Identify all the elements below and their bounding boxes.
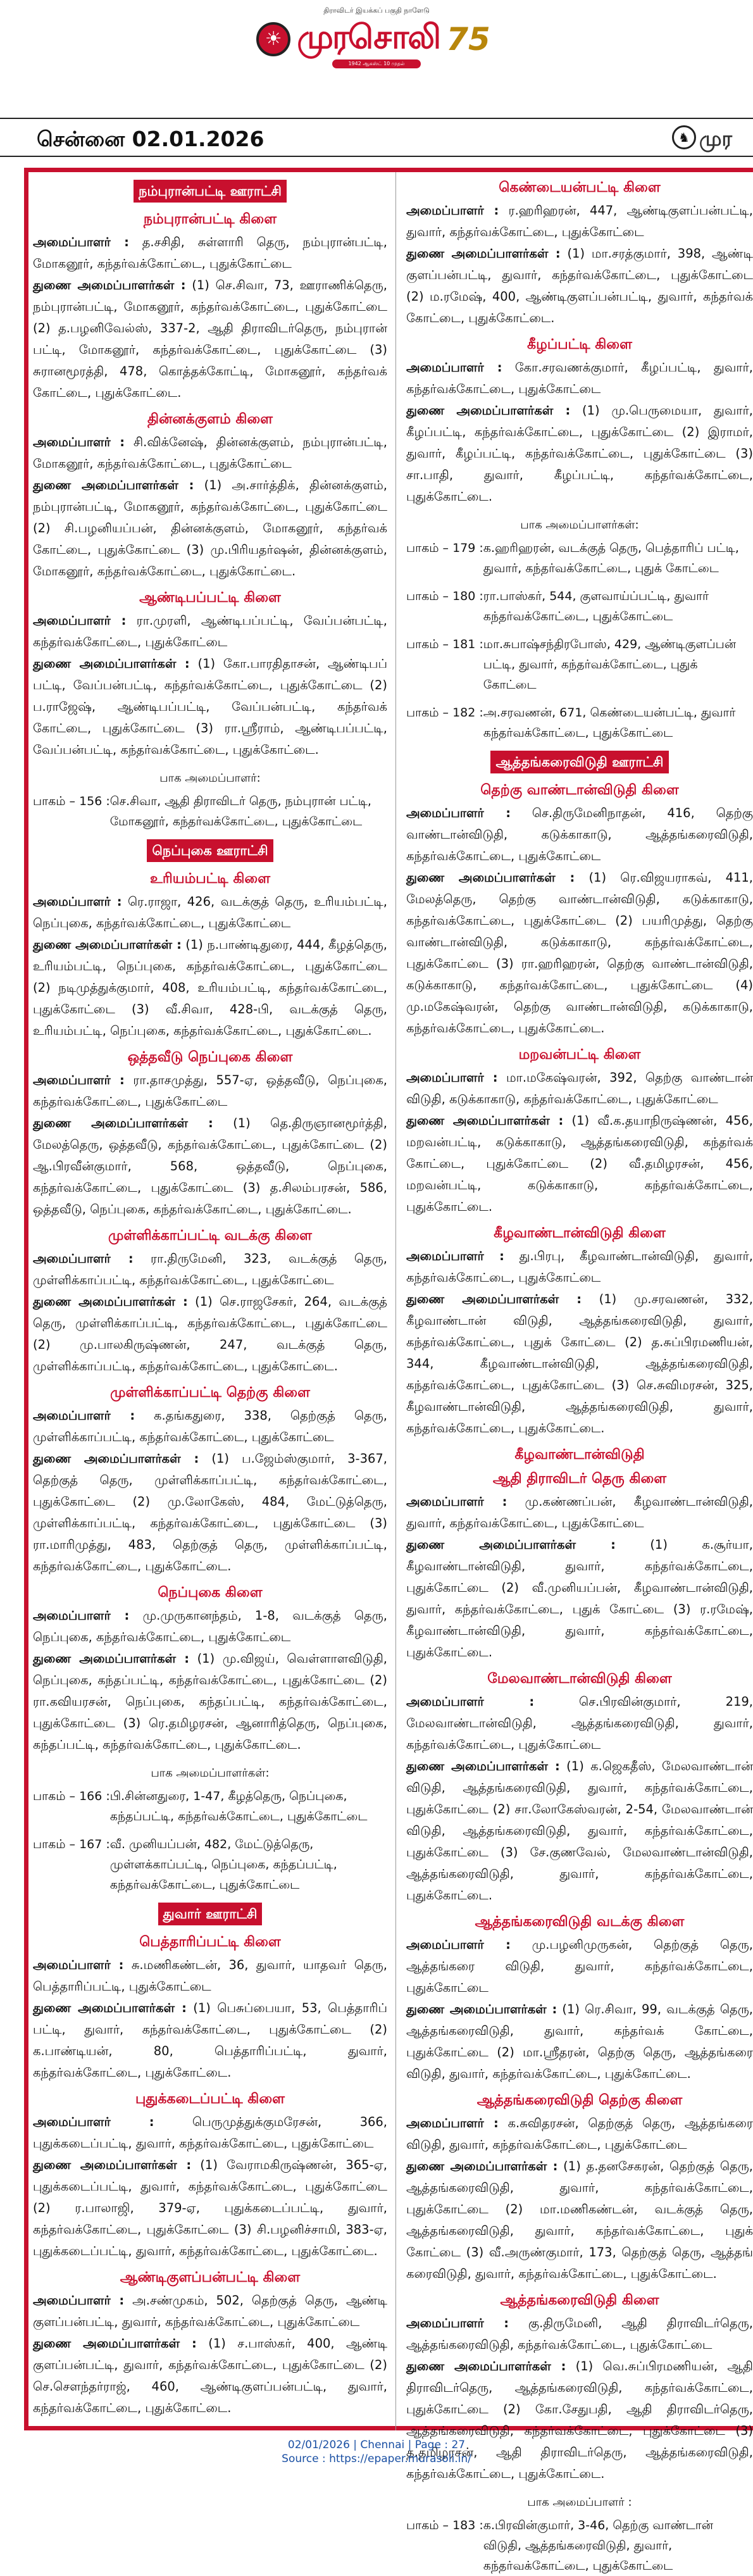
officer-entry xyxy=(406,1289,753,1439)
officer-entry xyxy=(33,1998,387,2084)
branch-section xyxy=(33,586,387,761)
officer-entry xyxy=(33,1648,387,1756)
part-number: பாகம் – 156 : xyxy=(33,794,110,808)
parts-heading: பாக அமைப்பாளர் : xyxy=(527,2496,632,2509)
branch-heading: நெப்புகை கிளை xyxy=(158,1585,263,1601)
officer-entry xyxy=(33,2154,387,2262)
officer-details: (1) மா.சரத்குமார், 398, ஆண்டி குளப்பன்பட்டி, துவார், கந்தர்வக்கோட்டை, புதுக்கோட்டை (2) ம.ரமேஷ், 400, ஆண்டிகுளப்பன்பட்டி, துவார், கந்தர்வக் கோட்டை, புதுக்கோட்டை. xyxy=(406,246,753,325)
part-details: மா.சுபாஷ்சந்திரபோஸ், 429, ஆண்டிகுளப்பன் பட்டி, துவார், கந்தர்வக்கோட்டை, புதுக் கோட்டை xyxy=(483,637,737,692)
officer-details: (1) க.சூர்யா, கீழவாண்டான்விடுதி, துவார், கந்தர்வக்கோட்டை, புதுக்கோட்டை (2) வீ.முனியப்பன், கீழவாண்டான்விடுதி, துவார், கந்தர்வக்கோட்டை, புதுக் கோட்டை (3) ர.ரமேஷ், கீழவாண்டான்விடுதி, துவார், கந்தர்வக்கோட்டை, புதுக்கோட்டை. xyxy=(406,1537,753,1660)
branch-section xyxy=(406,1222,753,1439)
officer-entry xyxy=(33,653,387,761)
officer-role-label: அமைப்பாளர் : xyxy=(33,1958,124,1972)
officer-entry xyxy=(406,2313,753,2356)
officer-entry xyxy=(406,803,753,867)
officer-details: (1) மு.விஜய், வெள்ளாளவிடுதி, நெப்புகை, கந்தப்பட்டி, கந்தர்வக்கோட்டை, புதுக்கோட்டை (2) ரா.கவியரசன், நெப்புகை, கந்தப்பட்டி, கந்தர்வக்கோட்டை, புதுக்கோட்டை (3) ரெ.தமிழரசன், ஆனாரித்தெரு, நெப்புகை, கந்தப்பட்டி, கந்தர்வக்கோட்டை, புதுக்கோட்டை. xyxy=(33,1651,388,1752)
branch-heading: மேலவாண்டான்விடுதி கிளை xyxy=(487,1671,672,1687)
officer-entry xyxy=(33,1448,387,1577)
officer-role-label: துணை அமைப்பாளர்கள் : xyxy=(33,278,186,292)
officer-details: (1) வெ.சுப்பிரமணியன், ஆதி திராவிடர்தெரு, ஆத்தங்கரைவிடுதி, கந்தர்வக்கோட்டை, புதுக்கோட்டை (2) கோ.சேதுபதி, ஆதி திராவிடர்தெரு, ஆத்தங்கரைவிடுதி, கந்தர்வக்கோட்டை, புதுக்கோட்டை (3) த.தமிழரசன், ஆதி திராவிடர்தெரு, ஆத்தங்கரைவிடுதி, கந்தர்வக்கோட்டை, புதுக்கோட்டை. xyxy=(406,2359,753,2481)
officer-entry xyxy=(406,243,753,329)
officer-details: அ.சண்முகம், 502, தெற்குத் தெரு, ஆண்டி குளப்பன்பட்டி, துவார், கந்தர்வக்கோட்டை, புதுக்கோட்டை xyxy=(33,2293,387,2329)
officer-entry xyxy=(406,357,753,400)
officer-details: மு.பழனிமுருகன், தெற்குத் தெரு, ஆத்தங்கரை விடுதி, துவார், கந்தர்வக்கோட்டை, புதுக்கோட்டை xyxy=(406,1937,753,1995)
branch-heading: பெத்தாரிப்பட்டி கிளை xyxy=(139,1934,281,1950)
officer-details: சு.மணிகண்டன், 36, துவார், யாதவர் தெரு, பெத்தாரிப்பட்டி, புதுக்கோட்டை xyxy=(33,1958,387,1994)
part-entry xyxy=(33,791,387,832)
officer-role-label: துணை அமைப்பாளர்கள் : xyxy=(406,246,561,261)
officer-details: க.சுவிதரசன், தெற்குத் தெரு, ஆத்தங்கரை விடுதி, துவார், கந்தர்வக்கோட்டை, புதுக்கோட்டை xyxy=(406,2116,753,2152)
officer-entry xyxy=(406,1756,753,1906)
branch-heading: கீழப்பட்டி கிளை xyxy=(527,337,632,353)
branch-section xyxy=(33,1046,387,1220)
officer-entry xyxy=(406,1934,753,1999)
officer-entry xyxy=(406,1110,753,1218)
part-entry xyxy=(406,634,753,695)
part-entry xyxy=(406,2515,753,2576)
officer-entry xyxy=(33,1291,387,1377)
branch-heading: மறவன்பட்டி கிளை xyxy=(518,1047,641,1063)
officer-details: (1) தெ.திருஞானமூர்த்தி, மேலத்தெரு, ஒத்தவீடு, கந்தர்வக்கோட்டை, புதுக்கோட்டை (2) ஆ.பிரவீன்குமார், 568, ஒத்தவீடு, நெப்புகை, கந்தர்வக்கோட்டை, புதுக்கோட்டை (3) த.சிலம்பரசன், 586, ஒத்தவீடு, நெப்புகை, கந்தர்வக்கோட்டை, புதுக்கோட்டை. xyxy=(33,1116,387,1216)
officer-entry xyxy=(33,934,387,1042)
part-entry xyxy=(406,586,753,627)
branch-section xyxy=(33,1930,387,2084)
branch-heading: ஒத்தவீடு நெப்புகை கிளை xyxy=(127,1049,293,1065)
officer-details: த.சசிதி, சுள்ளாரி தெரு, நம்புரான்பட்டி, மோகனூர், கந்தர்வக்கோட்டை, புதுக்கோட்டை xyxy=(33,235,387,271)
part-details: க.ஹரிஹரன், வடக்குத் தெரு, பெத்தாரிப் பட்டி, துவார், கந்தர்வக்கோட்டை, புதுக் கோட்டை xyxy=(483,541,739,575)
branch-section xyxy=(33,208,387,404)
officer-role-label: துணை அமைப்பாளர்கள் : xyxy=(33,2336,197,2351)
officer-role-label: துணை அமைப்பாளர்கள் : xyxy=(33,2158,192,2172)
branch-heading: முள்ளிக்காப்பட்டி தெற்கு கிளை xyxy=(110,1385,310,1401)
officer-role-label: அமைப்பாளர் : xyxy=(33,1251,134,1266)
panchayat-banner: நெப்புகை ஊராட்சி xyxy=(147,839,273,862)
parts-heading: பாக அமைப்பாளர்கள்: xyxy=(151,1766,270,1780)
part-details: அ.சரவணன், 671, கெண்டையன்பட்டி, துவார் கந்தர்வக்கோட்டை, புதுக்கோட்டை xyxy=(483,706,736,740)
officer-entry xyxy=(406,867,753,1039)
officer-details: ரெ.ராஜா, 426, வடக்குத் தெரு, உரியம்பட்டி, நெப்புகை, கந்தர்வக்கோட்டை, புதுக்கோட்டை xyxy=(33,894,387,930)
rising-sun-icon: ☀ xyxy=(256,22,290,56)
officer-entry xyxy=(33,2111,387,2154)
officer-role-label: அமைப்பாளர் : xyxy=(406,1249,504,1263)
officer-role-label: அமைப்பாளர் : xyxy=(33,613,127,628)
officer-details: (1) செ.ராஜசேகர், 264, வடக்குத் தெரு, முள்ளிக்காப்பட்டி, கந்தர்வக்கோட்டை, புதுக்கோட்டை (2) மு.பாலகிருஷ்ணன், 247, வடக்குத் தெரு, முள்ளிக்காப்பட்டி, கந்தர்வக்கோட்டை, புதுக்கோட்டை. xyxy=(33,1294,387,1373)
officer-details: (1) ப.ஜேம்ஸ்குமார், 3-367, தெற்குத் தெரு, முள்ளிக்காப்பட்டி, கந்தர்வக்கோட்டை, புதுக்கோட்டை (2) மு.லோகேஸ், 484, மேட்டுத்தெரு, முள்ளிக்காப்பட்டி, கந்தர்வக்கோட்டை, புதுக்கோட்டை (3) ரா.மாரிமுத்து, 483, தெற்குத் தெரு, முள்ளிக்காப்பட்டி, கந்தர்வக்கோட்டை, புதுக்கோட்டை. xyxy=(33,1451,387,1573)
part-details: பி.சின்னதுரை, 1-47, கீழத்தெரு, நெப்புகை, கந்தப்பட்டி, கந்தர்வக்கோட்டை, புதுக்கோட்டை xyxy=(109,1789,368,1823)
officer-entry xyxy=(33,2333,387,2419)
officer-details: ர.ஹரிஹரன், 447, ஆண்டிகுளப்பன்பட்டி, துவார், கந்தர்வக்கோட்டை, புதுக்கோட்டை xyxy=(406,203,753,239)
branch-heading: உரியம்பட்டி கிளை xyxy=(149,871,271,887)
officer-entry xyxy=(33,432,387,475)
officer-details: (1) மு.பெருமையா, துவார், கீழப்பட்டி, கந்தர்வக்கோட்டை, புதுக்கோட்டை (2) இராமர், துவார், கீழப்பட்டி, கந்தர்வக்கோட்டை, புதுக்கோட்டை (3) சா.பாதி, துவார், கீழப்பட்டி, கந்தர்வக்கோட்டை, புதுக்கோட்டை. xyxy=(406,403,753,504)
part-number: பாகம் – 166 : xyxy=(33,1789,110,1803)
part-entry xyxy=(33,1786,387,1827)
officer-details: (1) க.ஜெகதீஸ், மேலவாண்டான் விடுதி, ஆத்தங்கரைவிடுதி, துவார், கந்தர்வக்கோட்டை, புதுக்கோட்டை (2) சா.லோகேஸ்வரன், 2-54, மேலவாண்டான் விடுதி, ஆத்தங்கரைவிடுதி, துவார், கந்தர்வக்கோட்டை, புதுக்கோட்டை (3) சே.குணவேல், மேலவாண்டான்விடுதி, ஆத்தங்கரைவிடுதி, துவார், கந்தர்வக்கோட்டை, புதுக்கோட்டை. xyxy=(406,1759,753,1903)
officer-role-label: அமைப்பாளர் : xyxy=(406,1070,498,1085)
officer-entry xyxy=(33,232,387,275)
branch-section xyxy=(406,176,753,329)
page-footer xyxy=(0,2438,753,2466)
officer-details: க.தங்கதுரை, 338, தெற்குத் தெரு, முள்ளிக்காப்பட்டி, கந்தர்வக்கோட்டை, புதுக்கோட்டை xyxy=(33,1408,387,1444)
branch-section xyxy=(33,1761,387,1895)
officer-role-label: அமைப்பாளர் : xyxy=(406,2116,499,2130)
branch-heading: ஆத்தங்கரைவிடுதி தெற்கு கிளை xyxy=(476,2092,683,2108)
branch-heading: கீழவாண்டான்விடுதி ஆதி திராவிடர் தெரு கிளை xyxy=(492,1447,667,1487)
officer-role-label: துணை அமைப்பாளர்கள் : xyxy=(33,1451,199,1466)
officer-role-label: துணை அமைப்பாளர்கள் : xyxy=(33,1651,190,1666)
branch-heading: கெண்டையன்பட்டி கிளை xyxy=(499,180,661,196)
officer-entry xyxy=(33,1113,387,1220)
elephant-emblem-icon: ♞ xyxy=(672,125,696,149)
part-details: க.பிரவின்குமார், 3-46, தெற்கு வாண்டான் விடுதி, ஆத்தங்கரைவிடுதி, துவார், கந்தர்வக்கோட்டை, புதுக்கோட்டை xyxy=(483,2518,714,2573)
officer-details: மா.மகேஷ்வரன், 392, தெற்கு வாண்டான் விடுதி, கடுக்காகாடு, கந்தர்வக்கோட்டை, புதுக்கோட்டை xyxy=(406,1070,753,1106)
officer-entry xyxy=(406,1491,753,1534)
branch-heading: தெற்கு வாண்டான்விடுதி கிளை xyxy=(480,782,679,798)
branch-section xyxy=(33,2087,387,2262)
officer-details: கோ.சரவணக்குமார், கீழப்பட்டி, துவார், கந்தர்வக்கோட்டை, புதுக்கோட்டை xyxy=(406,360,753,396)
officer-entry xyxy=(406,1534,753,1663)
branch-section xyxy=(33,766,387,832)
officer-entry xyxy=(406,2113,753,2156)
branch-section xyxy=(406,1667,753,1906)
parts-heading: பாக அமைப்பாளர்: xyxy=(159,772,261,785)
officer-role-label: அமைப்பாளர் : xyxy=(33,1408,135,1423)
branch-section xyxy=(33,1381,387,1577)
officer-entry xyxy=(33,1405,387,1448)
officer-details: ரா.திருமேனி, 323, வடக்குத் தெரு, முள்ளிக்காப்பட்டி, கந்தர்வக்கோட்டை, புதுக்கோட்டை xyxy=(33,1251,387,1287)
branch-heading: கீழவாண்டான்விடுதி கிளை xyxy=(494,1225,666,1241)
panchayat-banner: துவார் ஊராட்சி xyxy=(158,1903,263,1925)
part-entry xyxy=(406,538,753,578)
officer-details: சி.விக்னேஷ், தின்னக்குளம், நம்புரான்பட்டி, மோகனூர், கந்தர்வக்கோட்டை, புதுக்கோட்டை xyxy=(33,435,387,471)
officer-role-label: துணை அமைப்பாளர்கள் : xyxy=(406,1759,560,1773)
officer-details: மு.கண்ணப்பன், கீழவாண்டான்விடுதி, துவார், கந்தர்வக்கோட்டை, புதுக்கோட்டை xyxy=(406,1494,753,1530)
officer-role-label: துணை அமைப்பாளர்கள் : xyxy=(406,403,571,418)
officer-role-label: அமைப்பாளர் : xyxy=(406,203,499,218)
officer-role-label: அமைப்பாளர் : xyxy=(33,894,122,909)
masthead xyxy=(0,0,753,82)
officer-role-label: துணை அமைப்பாளர்கள் : xyxy=(33,656,190,671)
officer-role-label: அமைப்பாளர் : xyxy=(406,1937,511,1952)
officer-role-label: துணை அமைப்பாளர்கள் : xyxy=(406,1113,564,1128)
officer-details: ரா.தாசமுத்து, 557-ஏ, ஒத்தவீடு, நெப்புகை, கந்தர்வக்கோட்டை, புதுக்கோட்டை xyxy=(33,1073,387,1109)
footer-source-link[interactable]: Source : https://epaper.murasoli.in/ xyxy=(282,2453,471,2465)
dateline-bar xyxy=(0,118,753,157)
officer-entry xyxy=(406,200,753,243)
officer-entry xyxy=(33,1248,387,1291)
part-number: பாகம் – 183 : xyxy=(406,2518,483,2532)
branch-section xyxy=(406,2490,753,2576)
article-column-right xyxy=(406,172,753,2573)
masthead-tagline: திராவிடர் இயக்கப் பகுதி நாளேடு xyxy=(323,6,430,15)
officer-details: து.பிரபு, கீழவாண்டான்விடுதி, துவார், கந்தர்வக்கோட்டை, புதுக்கோட்டை xyxy=(406,1249,753,1285)
officer-details: (1) கோ.பாரதிதாசன், ஆண்டிபப் பட்டி, வேப்பன்பட்டி, கந்தர்வக்கோட்டை, புதுக்கோட்டை (2) ப.ராஜேஷ், ஆண்டிபப்பட்டி, வேப்பன்பட்டி, கந்தர்வக் கோட்டை, புதுக்கோட்டை (3) ரா.ஸ்ரீராம், ஆண்டிபப்பட்டி, வேப்பன்பட்டி, கந்தர்வக்கோட்டை, புதுக்கோட்டை. xyxy=(33,656,387,757)
officer-role-label: துணை அமைப்பாளர்கள் : xyxy=(406,2359,566,2373)
officer-details: (1) வீ.க.தயாநிருஷ்ணன், 456, மறவன்பட்டி, கடுக்காகாடு, ஆத்தங்கரைவிடுதி, கந்தர்வக் கோட்டை, புதுக்கோட்டை (2) வீ.தமிழரசன், 456, மறவன்பட்டி, கடுக்காகாடு, கந்தர்வக்கோட்டை, புதுக்கோட்டை. xyxy=(406,1113,753,1214)
logo-title: முரசொலி xyxy=(297,18,440,56)
branch-section xyxy=(406,778,753,1039)
officer-details: (1) ந.பாண்டிதுரை, 444, கீழத்தெரு, உரியம்பட்டி, நெப்புகை, கந்தர்வக்கோட்டை, புதுக்கோட்டை (2) நடிமுத்துக்குமார், 408, உரியம்பட்டி, கந்தர்வக்கோட்டை, புதுக்கோட்டை (3) வீ.சிவா, 428-பி, வடக்குத் தெரு, உரியம்பட்டி, நெப்புகை, கந்தர்வக்கோட்டை, புதுக்கோட்டை. xyxy=(33,937,387,1038)
officer-role-label: அமைப்பாளர் : xyxy=(33,435,125,449)
officer-entry xyxy=(406,1691,753,1756)
branch-section xyxy=(406,2089,753,2285)
officer-role-label: அமைப்பாளர் : xyxy=(406,1694,535,1709)
officer-details: (1) செ.சிவா, 73, ஊராணிக்தெரு, நம்புரான்பட்டி, மோகனூர், கந்தர்வக்கோட்டை, புதுக்கோட்டை (2) த.பழனிவேல்ஸ், 337-2, ஆதி திராவிடர்தெரு, நம்புரான் பட்டி, மோகனூர், கந்தர்வக்கோட்டை, புதுக்கோட்டை (3) சுரானமூரத்தி, 478, கொத்தக்கோட்டி, மோகனூர், கந்தர்வக் கோட்டை, புதுக்கோட்டை. xyxy=(33,278,387,400)
officer-details: செ.பிரவின்குமார், 219, மேலவாண்டான்விடுதி, ஆத்தங்கரைவிடுதி, துவார், கந்தர்வக்கோட்டை, புதுக்கோட்டை xyxy=(406,1694,753,1752)
branch-heading: புதுக்கடைப்பட்டி கிளை xyxy=(135,2091,285,2107)
branch-heading: ஆத்தங்கரைவிடுதி கிளை xyxy=(500,2292,659,2308)
officer-entry xyxy=(33,275,387,404)
anniversary-badge: 75 xyxy=(446,21,490,58)
branch-heading: முள்ளிக்காப்பட்டி வடக்கு கிளை xyxy=(108,1228,313,1244)
part-number: பாகம் – 181 : xyxy=(406,637,483,651)
officer-role-label: துணை அமைப்பாளர்கள் : xyxy=(406,1537,616,1552)
branch-section xyxy=(406,1443,753,1663)
officer-entry xyxy=(406,1067,753,1110)
part-number: பாகம் – 182 : xyxy=(406,706,483,720)
newspaper-logo[interactable] xyxy=(247,14,500,65)
officer-role-label: துணை அமைப்பாளர்கள் : xyxy=(406,2159,558,2173)
officer-entry xyxy=(33,1070,387,1113)
officer-entry xyxy=(406,1246,753,1289)
officer-entry xyxy=(33,1605,387,1648)
brand-name-cropped: முர xyxy=(699,127,733,151)
officer-details: பெருமுத்துக்குமரேசன், 366, புதுக்கடைப்பட்டி, துவார், கந்தர்வக்கோட்டை, புதுக்கோட்டை xyxy=(33,2115,387,2151)
officer-role-label: துணை அமைப்பாளர்கள் : xyxy=(33,478,194,492)
branch-section xyxy=(406,1043,753,1218)
officer-details: மு.முருகானந்தம், 1-8, வடக்குத் தெரு, நெப்புகை, கந்தர்வக்கோட்டை, புதுக்கோட்டை xyxy=(33,1608,387,1644)
branch-heading: நம்புரான்பட்டி கிளை xyxy=(143,211,277,227)
officer-role-label: துணை அமைப்பாளர்கள் : xyxy=(33,1116,213,1130)
officer-details: (1) ரெ.சிவா, 99, வடக்குத் தெரு, ஆத்தங்கரைவிடுதி, துவார், கந்தர்வக் கோட்டை, புதுக்கோட்டை (2) மா.ஸ்ரீதரன், தெற்கு தெரு, ஆத்தங்கரை விடுதி, துவார், கந்தர்வக்கோட்டை, புதுக்கோட்டை. xyxy=(406,2002,753,2081)
officer-details: (1) த.தனசேகரன், தெற்குத் தெரு, ஆத்தங்கரைவிடுதி, துவார், கந்தர்வக்கோட்டை, புதுக்கோட்டை (2) மா.மணிகண்டன், வடக்குத் தெரு, ஆத்தங்கரைவிடுதி, துவார், கந்தர்வக்கோட்டை, புதுக் கோட்டை (3) வீ.அருண்குமார், 173, தெற்குத் தெரு, ஆத்தங் கரைவிடுதி, துவார், கந்தர்வக்கோட்டை, புதுக்கோட்டை. xyxy=(406,2159,753,2281)
branch-section xyxy=(406,1910,753,2085)
officer-role-label: துணை அமைப்பாளர்கள் : xyxy=(406,2002,557,2016)
officer-details: ரா.முரளி, ஆண்டிபப்பட்டி, வேப்பன்பட்டி, கந்தர்வக்கோட்டை, புதுக்கோட்டை xyxy=(33,613,387,649)
officer-entry xyxy=(33,891,387,934)
officer-role-label: அமைப்பாளர் : xyxy=(33,2293,125,2308)
officer-details: (1) ரெ.விஜயராகவ், 411, மேலத்தெரு, தெற்கு வாண்டான்விடுதி, கடுக்காகாடு, கந்தர்வக்கோட்டை, புதுக்கோட்டை (2) பயரிமுத்து, தெற்கு வாண்டான்விடுதி, கடுக்காகாடு, கந்தர்வக்கோட்டை, புதுக்கோட்டை (3) ரா.ஹரிஹரன், தெற்கு வாண்டான்விடுதி, கடுக்காகாடு, கந்தர்வக்கோட்டை, புதுக்கோட்டை (4) மு.மகேஷ்வரன், தெற்கு வாண்டான்விடுதி, கடுக்காகாடு, கந்தர்வக்கோட்டை, புதுக்கோட்டை. xyxy=(406,870,753,1035)
officer-entry xyxy=(406,400,753,508)
branch-section xyxy=(406,333,753,508)
parts-heading: பாக அமைப்பாளர்கள்: xyxy=(520,518,639,532)
branch-heading: தின்னக்குளம் கிளை xyxy=(147,411,273,427)
column-divider xyxy=(395,172,396,2430)
branch-heading: ஆத்தங்கரைவிடுதி வடக்கு கிளை xyxy=(475,1914,685,1930)
officer-role-label: துணை அமைப்பாளர்கள் : xyxy=(406,1292,582,1306)
officer-role-label: அமைப்பாளர் : xyxy=(33,2115,154,2129)
officer-role-label: அமைப்பாளர் : xyxy=(33,1073,125,1087)
panchayat-banner: ஆத்தங்கரைவிடுதி ஊராட்சி xyxy=(490,751,668,773)
officer-details: (1) வேராமகிருஷ்ணன், 365-ஏ, புதுக்கடைப்பட்டி, துவார், கந்தர்வக்கோட்டை, புதுக்கோட்டை (2) ர.பாலாஜி, 379-ஏ, புதுக்கடைப்பட்டி, துவார், கந்தர்வக்கோட்டை, புதுக்கோட்டை (3) சி.பழனிச்சாமி, 383-ஏ, புதுக்கடைப்பட்டி, துவார், கந்தர்வக்கோட்டை, புதுக்கோட்டை. xyxy=(33,2158,387,2258)
branch-section xyxy=(33,867,387,1042)
logo-subtitle: 1942 ஆகஸ்ட் 10 முதல் பெருமைக்குரிய நாளேடு xyxy=(332,59,421,68)
officer-role-label: அமைப்பாளர் : xyxy=(33,1608,130,1623)
officer-details: (1) பெசுப்பையா, 53, பெத்தாரிப் பட்டி, துவார், கந்தர்வக்கோட்டை, புதுக்கோட்டை (2) க.பாண்டியன், 80, பெத்தாரிப்பட்டி, துவார், கந்தர்வக்கோட்டை, புதுக்கோட்டை. xyxy=(33,2001,387,2080)
officer-role-label: அமைப்பாளர் : xyxy=(406,2316,509,2330)
officer-role-label: துணை அமைப்பாளர்கள் : xyxy=(33,2001,187,2015)
article-column-left xyxy=(33,172,387,2430)
branch-heading: ஆண்டிபப்பட்டி கிளை xyxy=(139,590,281,606)
panchayat-banner: நம்புரான்பட்டி ஊராட்சி xyxy=(134,180,287,203)
officer-role-label: துணை அமைப்பாளர்கள் : xyxy=(33,1294,188,1309)
part-number: பாகம் – 179 : xyxy=(406,541,483,555)
officer-details: (1) மு.சரவணன், 332, கீழவாண்டான் விடுதி, ஆத்தங்கரைவிடுதி, துவார், கந்தர்வக்கோட்டை, புதுக் கோட்டை (2) த.சுப்பிரமணியன், 344, கீழவாண்டான்விடுதி, ஆத்தங்கரைவிடுதி, கந்தர்வக்கோட்டை, புதுக்கோட்டை (3) செ.சுவிமரசன், 325, கீழவாண்டான்விடுதி, ஆத்தங்கரைவிடுதி, துவார், கந்தர்வக்கோட்டை, புதுக்கோட்டை. xyxy=(406,1292,753,1435)
part-details: ரா.பாஸ்கர், 544, குளவாய்ப்பட்டி, துவார் கந்தர்வக்கோட்டை, புதுக்கோட்டை xyxy=(483,589,709,623)
officer-details: (1) ச.பாஸ்கர், 400, ஆண்டி குளப்பன்பட்டி, துவார், கந்தர்வக்கோட்டை, புதுக்கோட்டை (2) செ.செளந்தர்ராஜ், 460, ஆண்டிகுளப்பன்பட்டி, துவார், கந்தர்வக்கோட்டை, புதுக்கோட்டை. xyxy=(33,2336,387,2415)
officer-entry xyxy=(33,1954,387,1998)
officer-entry xyxy=(406,2156,753,2285)
officer-role-label: அமைப்பாளர் : xyxy=(406,1494,507,1509)
officer-entry xyxy=(33,2290,387,2333)
officer-entry xyxy=(33,475,387,582)
officer-role-label: அமைப்பாளர் : xyxy=(406,360,502,375)
footer-page-info: 02/01/2026 | Chennai | Page : 27 xyxy=(287,2439,466,2451)
part-entry xyxy=(406,703,753,743)
part-number: பாகம் – 180 : xyxy=(406,589,483,603)
officer-entry xyxy=(33,610,387,653)
officer-details: கு.திருமேனி, ஆதி திராவிடர்தெரு, ஆத்தங்கரைவிடுதி, கந்தர்வக்கோட்டை, புதுக்கோட்டை xyxy=(406,2316,753,2352)
part-number: பாகம் – 167 : xyxy=(33,1837,110,1851)
officer-role-label: துணை அமைப்பாளர்கள் : xyxy=(406,870,575,885)
branch-section xyxy=(33,408,387,582)
branch-section xyxy=(33,1581,387,1756)
officer-role-label: அமைப்பாளர் : xyxy=(406,806,511,820)
part-details: செ.சிவா, ஆதி திராவிடர் தெரு, நம்புரான் பட்டி, மோகனூர், கந்தர்வக்கோட்டை, புதுக்கோட்டை xyxy=(109,794,371,828)
branch-section xyxy=(33,2266,387,2419)
branch-section xyxy=(406,513,753,743)
officer-details: செ.திருமேனிநாதன், 416, தெற்கு வாண்டான்விடுதி, கடுக்காகாடு, ஆத்தங்கரைவிடுதி, கந்தர்வக்கோட்டை, புதுக்கோட்டை xyxy=(406,806,753,863)
officer-details: (1) அ.சார்த்திக், தின்னக்குளம், நம்புரான்பட்டி, மோகனூர், கந்தர்வக்கோட்டை, புதுக்கோட்டை (2) சி.பழனியப்பன், தின்னக்குளம், மோகனூர், கந்தர்வக் கோட்டை, புதுக்கோட்டை (3) மு.பிரியதர்ஷன், தின்னக்குளம், மோகனூர், கந்தர்வக்கோட்டை, புதுக்கோட்டை. xyxy=(33,478,387,578)
branch-heading: ஆண்டிகுளப்பன்பட்டி கிளை xyxy=(120,2270,301,2285)
part-details: வீ. முனியப்பன், 482, மேட்டுத்தெரு, முள்ளக்காப்பட்டி, நெப்புகை, கந்தப்பட்டி, கந்தர்வக்கோட்டை, புதுக்கோட்டை xyxy=(109,1837,337,1892)
officer-role-label: அமைப்பாளர் : xyxy=(33,235,129,249)
officer-entry xyxy=(406,1999,753,2085)
edition-date: சென்னை 02.01.2026 xyxy=(37,127,264,151)
part-entry xyxy=(33,1834,387,1895)
branch-section xyxy=(33,1224,387,1377)
officer-role-label: துணை அமைப்பாளர்கள் : xyxy=(33,937,182,952)
